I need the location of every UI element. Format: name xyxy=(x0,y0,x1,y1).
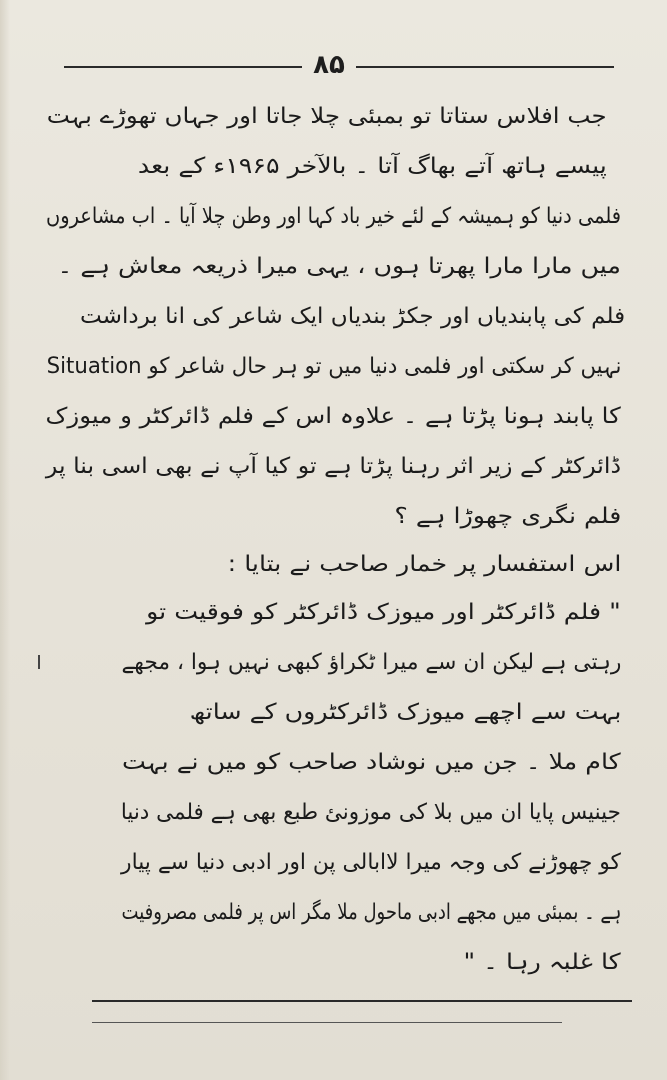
quote-line: کو چھوڑنے کی وجہ میرا لاابالی پن اور ادبی دنیا سے پیار xyxy=(121,850,621,875)
text-line: جب افلاس ستاتا تو بمبئی چلا جاتا اور جہاں تھوڑے بہت xyxy=(47,104,607,129)
text-line: ڈائرکٹر کے زیر اثر رہنا پڑتا ہے تو کیا آپ نے بھی اسی بنا پر xyxy=(45,454,621,479)
page-edge-shadow xyxy=(0,0,10,1080)
quote-line: ہے ۔ بمبئی میں مجھے ادبی ماحول ملا مگر اس پر فلمی مصروفیت xyxy=(121,900,621,925)
quote-line: بہت سے اچھے میوزک ڈائرکٹروں کے ساتھ xyxy=(189,700,621,725)
quote-line: کا غلبہ رہا ۔ " xyxy=(463,950,621,975)
quote-line: رہتی ہے لیکن ان سے میرا ٹکراؤ کبھی نہیں ہوا ، مجھے xyxy=(121,650,621,675)
text-line: نہیں کر سکتی اور فلمی دنیا میں تو ہر حال شاعر کو Situation xyxy=(46,354,621,379)
text-line: فلم کی پابندیاں اور جکڑ بندیاں ایک شاعر کی انا برداشت xyxy=(79,304,625,329)
header-rule-left xyxy=(64,66,302,68)
quote-line: " فلم ڈائرکٹر اور میوزک ڈائرکٹر کو فوقیت تو xyxy=(146,600,621,625)
page-number: ۸۵ xyxy=(313,50,345,80)
text-line: پیسے ہاتھ آتے بھاگ آتا ۔ بالآخر ۱۹۶۵ء کے بعد xyxy=(137,154,607,179)
footer-rule-thin xyxy=(92,1022,562,1023)
footer-rule xyxy=(92,1000,632,1002)
text-line: فلمی دنیا کو ہمیشہ کے لئے خیر باد کہا اور وطن چلا آیا ۔ اب مشاعروں xyxy=(45,204,621,229)
text-line: اس استفسار پر خمار صاحب نے بتایا : xyxy=(227,552,621,577)
quote-line: جینیس پایا ان میں بلا کی موزونئ طبع بھی ہے فلمی دنیا xyxy=(120,800,621,825)
text-line: میں مارا مارا پھرتا ہوں ، یہی میرا ذریعہ معاش ہے ۔ xyxy=(57,254,621,279)
text-line: فلم نگری چھوڑا ہے ؟ xyxy=(394,504,621,529)
text-line: کا پابند ہونا پڑتا ہے ۔ علاوہ اس کے فلم ڈائرکٹر و میوزک xyxy=(45,404,621,429)
quote-line: کام ملا ۔ جن میں نوشاد صاحب کو میں نے بہت xyxy=(122,750,621,775)
header-rule-right xyxy=(356,66,614,68)
margin-mark xyxy=(38,655,40,669)
